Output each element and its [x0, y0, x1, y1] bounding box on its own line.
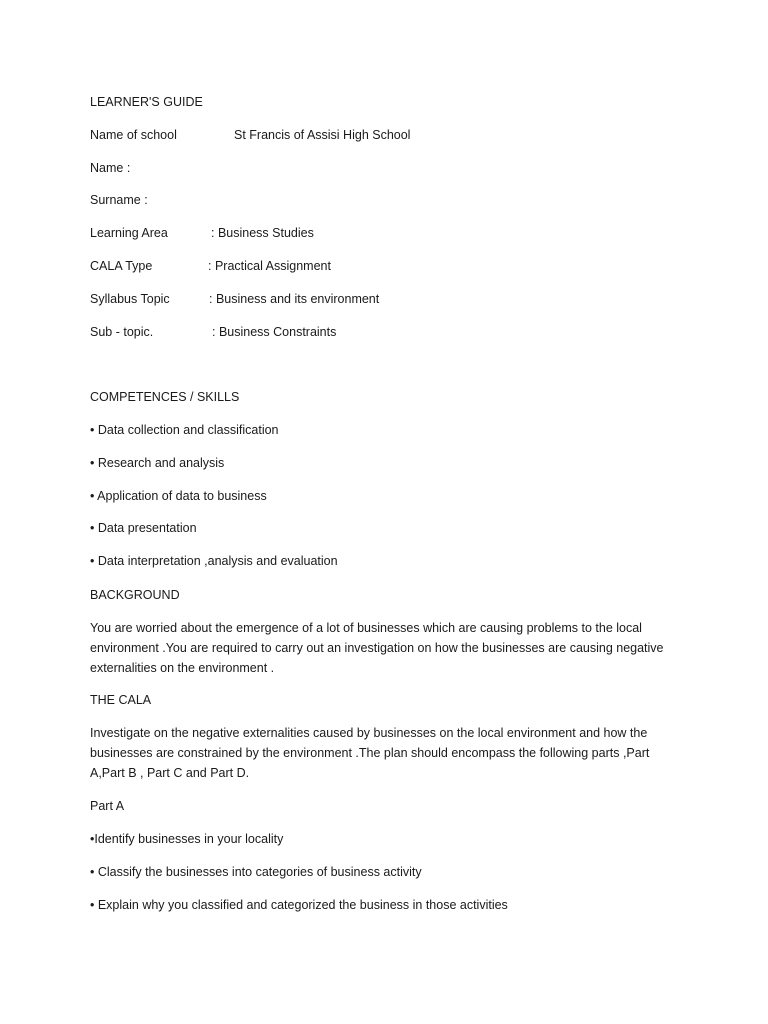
- field-syllabus-topic: [90, 291, 380, 307]
- cala-heading: THE CALA: [90, 693, 152, 707]
- field-name: [90, 160, 130, 176]
- field-label: CALA Type: [90, 259, 153, 273]
- field-school: [90, 127, 411, 143]
- field-label: Syllabus Topic: [90, 292, 170, 306]
- field-sub-topic: [90, 324, 337, 340]
- field-label: Surname :: [90, 193, 148, 207]
- competence-item: • Application of data to business: [90, 489, 267, 503]
- field-label: Name :: [90, 161, 131, 175]
- part-a-heading: Part A: [90, 799, 125, 813]
- background-paragraph: You are worried about the emergence of a lot of businesses which are causing problems to the local environment .You are required to carry out an investigation on how the businesses are causing negative externalities on the environment .: [90, 621, 664, 675]
- field-value: : Practical Assignment: [208, 259, 331, 273]
- field-label: Sub - topic.: [90, 325, 154, 339]
- competence-item: • Data presentation: [90, 521, 197, 535]
- part-a-item: •Identify businesses in your locality: [90, 832, 284, 846]
- competence-item: • Research and analysis: [90, 456, 225, 470]
- field-label: Name of school: [90, 128, 177, 142]
- field-value: : Business Studies: [211, 226, 314, 240]
- part-a-item: • Explain why you classified and categorized the business in those activities: [90, 898, 508, 912]
- competence-item: • Data interpretation ,analysis and evaluation: [90, 554, 338, 568]
- field-label: Learning Area: [90, 226, 168, 240]
- field-learning-area: [90, 225, 314, 241]
- cala-paragraph: Investigate on the negative externalities caused by businesses on the local environment and how the businesses are constrained by the environment .The plan should encompass the following parts ,Part A,Part B , Part C and Part D.: [90, 726, 650, 780]
- field-value: : Business Constraints: [212, 325, 337, 339]
- field-surname: [90, 192, 148, 208]
- competence-item: • Data collection and classification: [90, 423, 279, 437]
- part-a-item: • Classify the businesses into categories of business activity: [90, 865, 422, 879]
- field-cala-type: [90, 258, 331, 274]
- document-title: LEARNER'S GUIDE: [90, 95, 203, 109]
- field-value: : Business and its environment: [209, 292, 380, 306]
- field-value: St Francis of Assisi High School: [234, 128, 411, 142]
- background-heading: BACKGROUND: [90, 588, 180, 602]
- competences-heading: COMPETENCES / SKILLS: [90, 390, 240, 404]
